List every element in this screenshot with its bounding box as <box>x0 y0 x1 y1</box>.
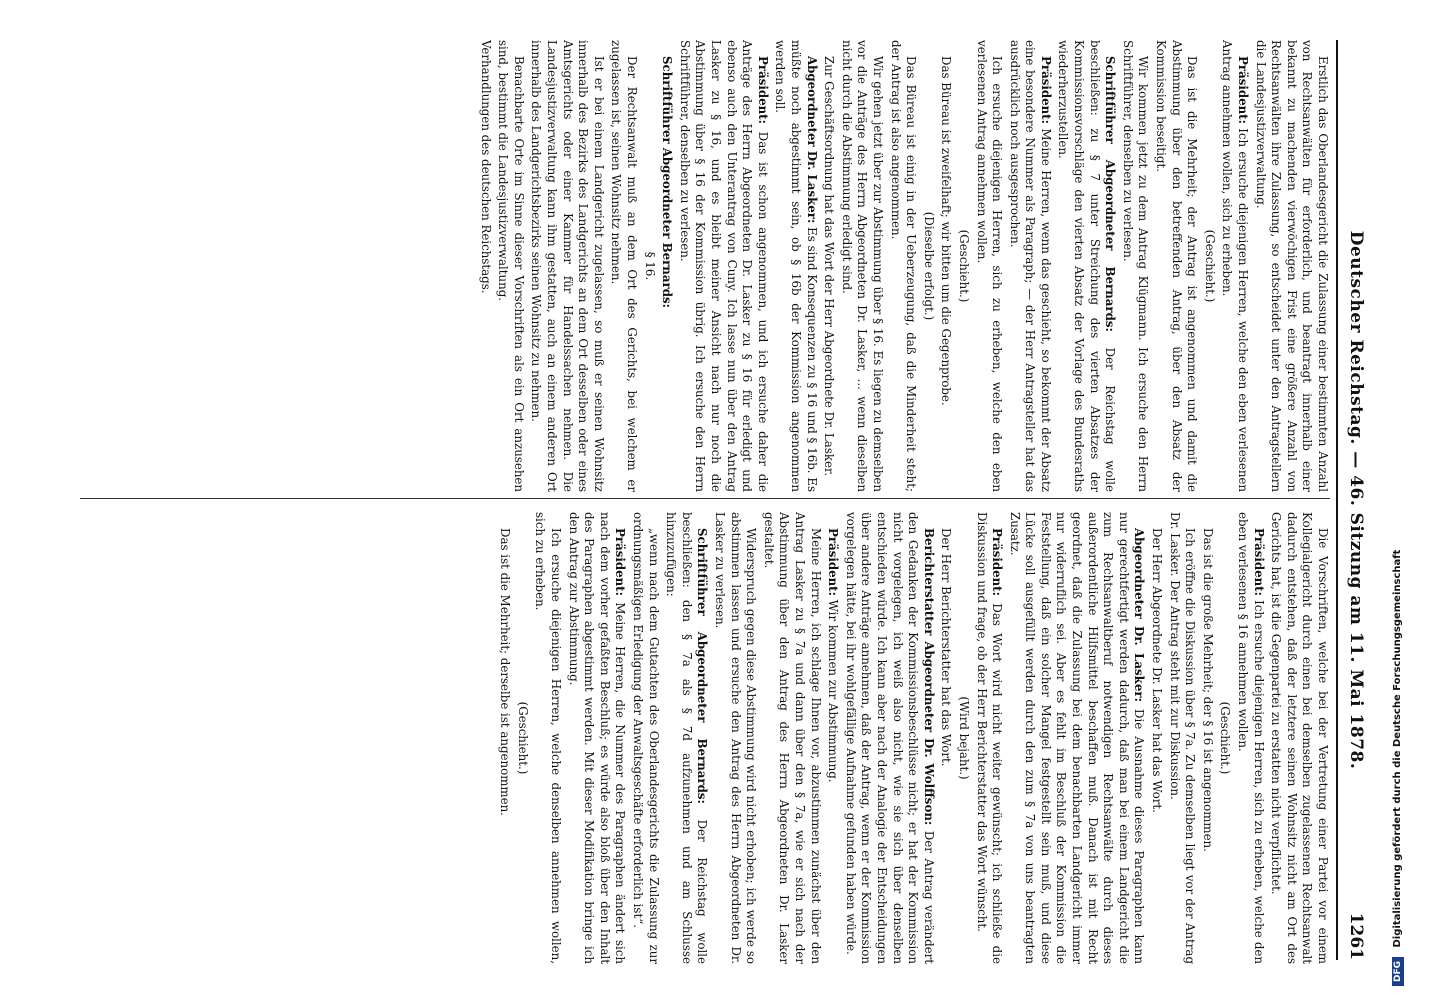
paragraph-text: Ist er bei einem Landgericht zugelassen, so muß er seinen Wohnsitz innerhalb des Bezirks des Landgerichts an dem Ort desselben oder eines Amtsgerichts oder einer Kammer für Handelssachen nehmen. Die Landesjustizverwaltung kann ihm gestatten, auch an einem anderen Ort innerhalb des Landgerichtsbezirks seinen Wohnsitz zu nehmen. <box>529 40 606 492</box>
paragraph <box>1201 40 1217 492</box>
paragraph-text: Der Antrag verändert den Gedanken der Kommissionsbeschlüsse nicht; er hat der Kommission nicht vorgelegen, ich weiß also nicht, wie sie sich über denselben entschieden würde. Ich kann aber nach der Analogie der Entscheidungen über andere Anträge annehmen, daß der Antrag, wenn er der Kommission vorgelegen hätte, bei ihr wohlgefällige Aufnahme gefunden haben würde. <box>843 512 936 964</box>
paragraph <box>659 40 675 492</box>
paragraph <box>973 40 1004 492</box>
paragraph-text: Zur Geschäftsordnung hat das Wort der Herr Abgeordnete Dr. Lasker. <box>822 56 837 477</box>
paragraph-text: Das ist die Mehrheit; der Antrag ist angenommen und damit die Abstimmung über den betreffenden Antrag, über den Absatz der Kommission beseitigt. <box>1154 40 1200 492</box>
paragraph <box>497 512 513 964</box>
paragraph <box>1148 512 1164 964</box>
paragraph-text: (Geschieht.) <box>1202 229 1217 303</box>
speaker-name: Präsident: <box>755 56 770 124</box>
paragraph-text: (Geschieht.) <box>956 229 971 303</box>
paragraph <box>663 512 710 964</box>
speaker-name: Abgeordneter Dr. Lasker: <box>804 56 819 224</box>
column-divider <box>80 498 1330 499</box>
paragraph-text: Die Vorschriften, welche bei der Vertretung einer Partei vor einem Kollegialgericht durch einen bei demselben zugelassenen Rechtsanwalt dadurch entstehen, daß der letztere seinen Wohnsitz nicht am Ort des Gerichts hat, ist die Gegenpartei zu erstatten nicht verpflichtet. <box>1269 512 1330 964</box>
paragraph-text: (Geschieht.) <box>1218 701 1233 775</box>
paragraph-text: Widerspruch gegen diese Abstimmung wird nicht erhoben; ich werde so abstimmen lassen und ersuche den Antrag des Herrn Abgeordneten Dr. Lasker zu verlesen. <box>713 512 759 964</box>
paragraph <box>920 40 936 492</box>
paragraph <box>676 40 770 492</box>
paragraph <box>1219 40 1250 492</box>
paragraph-text: Die Ausnahme dieses Paragraphen kann nur gerechtfertigt werden dadurch, daß man bei einem Landgericht die zum Rechtsanwaltberuf notwendigen Rechtsanwälte durch dieses außerordentliche Hilfsmittel beschaffen muß. Danach ist mit Recht geordnet, daß die Zulassung bei dem benachbarten Landgericht immer nur widerruflich sei. Aber es fehlt im Beschluß der Kommission die Feststellung, daß ein solcher Mangel festgestellt sein muß, und diese Lücke soll ausgefüllt werden durch den zum § 7a von uns beantragten Zusatz. <box>1007 512 1147 964</box>
paragraph <box>495 40 526 492</box>
page-header <box>1336 40 1368 960</box>
paragraph <box>772 40 819 492</box>
paragraph <box>514 512 530 964</box>
paragraph-text: (Wird bejaht.) <box>956 696 971 780</box>
speaker-name: Präsident: <box>826 528 841 596</box>
paragraph-text: Ich ersuche diejenigen Herren, welche den eben verlesenen Antrag annehmen wollen, sich zu erheben. <box>1220 40 1251 492</box>
paragraph <box>887 40 918 492</box>
paragraph-text: Meine Herren, ich schlage Ihnen vor, abzustimmen zunächst über den Antrag Lasker zu § 7a und dann über den § 7a, wie er sich nach der Abstimmung über den Antrag des Herrn Abgeordneten Dr. Lasker gestaltet. <box>761 512 823 964</box>
paragraph-text: Der Reichstag wolle beschließen: zu § 7 unter Streichung des vierten Absatzes der Kommissionsvorschläge den vierten Absatz der Vorlage des Bundesraths wiederherzustellen. <box>1056 40 1118 493</box>
paragraph <box>955 40 971 492</box>
paragraph-text: „wenn nach dem Gutachten des Oberlandesgerichts die Zulassung zur ordnungsmäßigen Erledigung der Anwaltsgeschäfte erforderlich ist“. <box>631 512 661 964</box>
paragraph <box>842 512 936 964</box>
paragraph-text: Benachbarte Orte im Sinne dieser Vorschriften als ein Ort anzusehen sind, bestimmt die Landesjustizverwaltung. <box>496 40 526 492</box>
speaker-name: Präsident: <box>1038 56 1053 124</box>
paragraph <box>938 40 954 492</box>
paragraph <box>1006 40 1053 492</box>
page-title: Deutscher Reichstag. — 46. Sitzung am 11. Mai 1878. <box>1346 230 1366 770</box>
paragraph <box>565 512 627 964</box>
paragraph <box>528 40 606 492</box>
paragraph <box>1166 512 1197 964</box>
paragraph-text: Wir gehen jetzt über zur Abstimmung über § 16. Es liegen zu demselben vor die Anträge des Herrn Abgeordneten Dr. Lasker, ... wenn dieselben nicht durch die Abstimmung erledigt sind. <box>839 40 885 492</box>
paragraph <box>1006 512 1146 964</box>
paragraph-text: Meine Herren, die Nummer des Paragraphen ändert sich nach dem vorher gefaßten Beschluß; es würde also bloß über den Inhalt des Paragraphen abgestimmt werden. Mit dieser Modifikation bringe ich den Antrag zur Abstimmung. <box>566 512 628 964</box>
paragraph-text: Ich ersuche diejenigen Herren, welche denselben annehmen wollen, sich zu erheben. <box>533 512 564 964</box>
paragraph-text: Der Herr Berichterstatter hat das Wort. <box>939 528 954 767</box>
paragraph-text: Der Reichstag wolle beschließen: den § 7a als § 7d aufzunehmen und am Schlusse hinzuzufügen: <box>664 512 710 965</box>
speaker-name: Präsident: <box>613 528 628 596</box>
paragraph <box>477 40 493 492</box>
paragraph <box>1268 512 1330 964</box>
paragraph-text: Der Rechtsanwalt muß an dem Ort des Gerichts, bei welchem er zugelassen ist, seinen Wohnsitz nehmen. <box>609 40 640 492</box>
speaker-name: Schriftführer Abgeordneter Bernards: <box>660 56 675 308</box>
speaker-name: Präsident: <box>1236 56 1251 124</box>
paragraph <box>1055 40 1117 492</box>
paragraph <box>938 512 954 964</box>
paragraph-text: Ich ersuche diejenigen Herren, sich zu erheben, welche den eben verlesenen Antrag annehmen wollen. <box>974 40 1005 492</box>
page-number: 1261 <box>1346 912 1366 960</box>
paragraph-text: Erstlich das Oberlandesgericht die Zulassung einer bestimmten Anzahl von Rechtsanwälten für erforderlich, und beantragt innerhalb einer bekannt zu machenden vierwöchigen Frist eine größere Anzahl von Rechtsanwälten ihre Zulassung, so entscheidet unter den Antragstellern die Landesjustizverwaltung. <box>1253 40 1330 492</box>
speaker-name: Präsident: <box>1251 528 1266 596</box>
paragraph-text: Ich eröffne die Diskussion über § 7a. Zu demselben liegt vor der Antrag Dr. Lasker. Der Antrag steht mit zur Diskussion. <box>1167 512 1198 964</box>
paragraph-text: Das Wort wird nicht weiter gewünscht; ich schließe die Diskussion und frage, ob der Herr Berichterstatter das Wort wünscht. <box>974 512 1005 964</box>
paragraph-text: Meine Herren, wenn das geschieht, so bekommt der Absatz eine besondere Nummer als Paragraph; — der Herr Antragsteller hat das ausdrücklich noch ausgesprochen. <box>1007 40 1053 493</box>
paragraph-text: Verhandlungen des deutschen Reichstags. <box>478 40 493 294</box>
paragraph <box>1119 40 1150 492</box>
digitization-note: Digitalisierung gefördert durch die Deutsche Forschungsgemeinschaft <box>1392 549 1403 948</box>
paragraph-text: Das ist die große Mehrheit; der § 16 ist angenommen. <box>1200 528 1215 852</box>
paragraph <box>608 40 639 492</box>
paragraph-text: § 16. <box>642 251 657 281</box>
speaker-name: Berichterstatter Abgeordneter Dr. Wolffson: <box>921 528 936 826</box>
paragraph <box>1152 40 1199 492</box>
paragraph <box>955 512 971 964</box>
paragraph-text: Der Herr Abgeordnete Dr. Lasker hat das Wort. <box>1150 528 1165 813</box>
paragraph <box>825 512 841 964</box>
left-column <box>475 40 1330 492</box>
paragraph <box>973 512 1004 964</box>
right-column <box>495 512 1330 964</box>
paragraph-text: Das ist schon angenommen, und ich ersuche daher die Anträge des Herrn Abgeordneten Dr. Lasker zu § 16 für erledigt und ebenso auch den Unterantrag von Cuny. Ich lasse nun über den Antrag Lasker zu § 16, und es bleibt meiner Ansicht nach nur noch die Abstimmung über § 16 der Kommission übrig. Ich ersuche den Herrn Schriftführer, denselben zu verlesen. <box>677 40 770 493</box>
paragraph <box>641 40 657 492</box>
paragraph-text: (Geschieht.) <box>515 701 530 775</box>
paragraph-text: Das ist die Mehrheit; derselbe ist angenommen. <box>498 528 513 816</box>
paragraph-text: Es sind Konsequenzen zu § 16 und § 16b. Es müßte noch abgestimmt sein, ob § 16b der Kommission angenommen werden soll. <box>773 40 819 492</box>
paragraph <box>1217 512 1233 964</box>
speaker-name: Abgeordneter Dr. Lasker: <box>1132 528 1147 702</box>
paragraph <box>760 512 822 964</box>
paragraph-text: Das Büreau ist einig in der Ueberzeugung, daß die Minderheit steht; der Antrag ist also angenommen. <box>888 40 919 492</box>
paragraph-text: Wir kommen zur Abstimmung. <box>826 599 841 783</box>
paragraph <box>1252 40 1330 492</box>
paragraph-text: Das Büreau ist zweifelhaft; wir bitten um die Gegenprobe. <box>939 56 954 406</box>
digitization-footer <box>1392 0 1410 1000</box>
paragraph <box>821 40 837 492</box>
paragraph <box>711 512 758 964</box>
speaker-name: Präsident: <box>990 528 1005 596</box>
paragraph <box>532 512 563 964</box>
paragraph <box>1234 512 1265 964</box>
paragraph-text: Ich ersuche diejenigen Herren, sich zu erheben, welche den eben verlesenen § 16 annehmen wollen. <box>1236 512 1266 964</box>
paragraph-text: (Dieselbe erfolgt.) <box>921 211 936 321</box>
paragraph-text: Wir kommen jetzt zu dem Antrag Klügmann. Ich ersuche den Herrn Schriftführer, denselben zu verlesen. <box>1120 40 1151 492</box>
speaker-name: Schriftführer Abgeordneter Bernards: <box>1103 56 1118 332</box>
speaker-name: Schriftführer Abgeordneter Bernards: <box>695 528 710 804</box>
paragraph <box>629 512 660 964</box>
paragraph <box>1199 512 1215 964</box>
paragraph <box>838 40 885 492</box>
dfg-logo: DFG <box>1392 957 1404 986</box>
